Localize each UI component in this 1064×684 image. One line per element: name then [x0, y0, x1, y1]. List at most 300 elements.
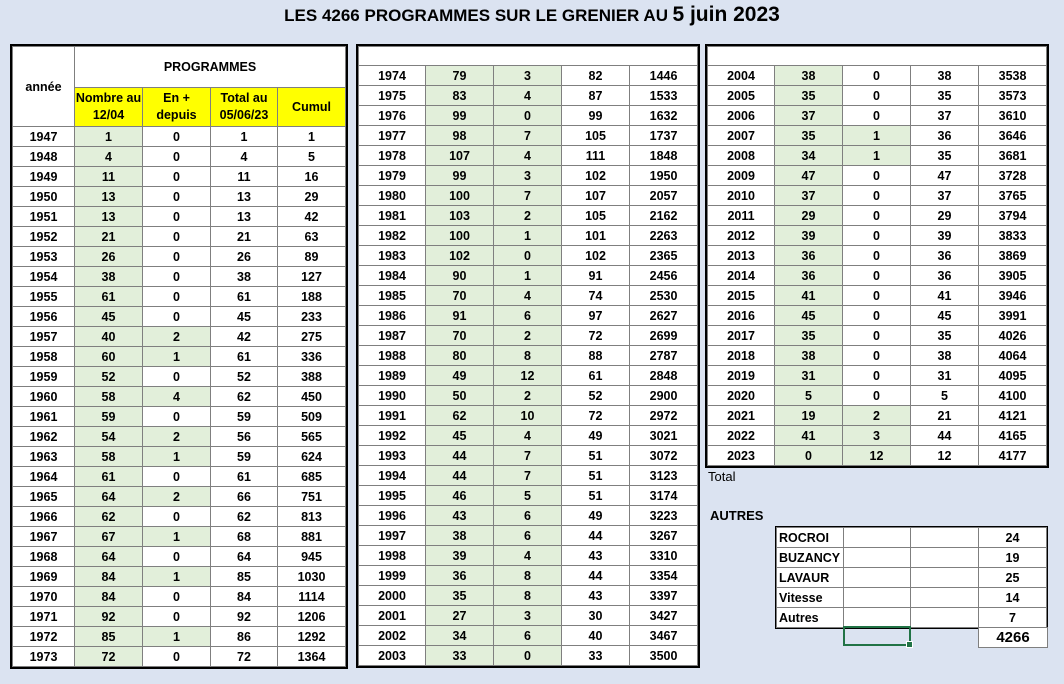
- cumul-cell: 3833: [979, 226, 1047, 246]
- table-row: [13, 407, 346, 427]
- cumul-cell: 3991: [979, 306, 1047, 326]
- table-row: [13, 247, 346, 267]
- year-cell: 1980: [359, 186, 426, 206]
- en-plus-cell: 6: [494, 306, 562, 326]
- year-cell: 1972: [13, 627, 75, 647]
- empty-cell: [911, 548, 979, 568]
- en-plus-cell: 12: [494, 366, 562, 386]
- year-cell: 2003: [359, 646, 426, 666]
- nombre-cell: 99: [426, 166, 494, 186]
- en-plus-cell: 0: [843, 326, 911, 346]
- cumul-cell: 89: [278, 247, 346, 267]
- en-plus-cell: 0: [843, 266, 911, 286]
- table-row: [708, 386, 1047, 406]
- table-row: [13, 327, 346, 347]
- year-cell: 1956: [13, 307, 75, 327]
- total-cell: 105: [562, 126, 630, 146]
- table-row: [359, 206, 698, 226]
- en-plus-cell: 0: [494, 246, 562, 266]
- year-cell: 1950: [13, 187, 75, 207]
- year-cell: 1967: [13, 527, 75, 547]
- table-row: [359, 66, 698, 86]
- autres-count-cell: 19: [979, 548, 1047, 568]
- cumul-cell: 2263: [630, 226, 698, 246]
- table-row: [708, 346, 1047, 366]
- total-cell: 66: [211, 487, 278, 507]
- total-cell: 35: [911, 326, 979, 346]
- nombre-cell: 103: [426, 206, 494, 226]
- total-cell: 62: [211, 387, 278, 407]
- total-cell: 102: [562, 166, 630, 186]
- total-label: Total: [708, 469, 736, 484]
- en-plus-cell: 2: [843, 406, 911, 426]
- empty-cell: [844, 548, 911, 568]
- nombre-cell: 70: [426, 326, 494, 346]
- year-cell: 1947: [13, 127, 75, 147]
- table-row: [13, 507, 346, 527]
- year-cell: 1997: [359, 526, 426, 546]
- table-row: [13, 267, 346, 287]
- nombre-cell: 84: [75, 567, 143, 587]
- table-row: [359, 446, 698, 466]
- en-plus-cell: 0: [843, 246, 911, 266]
- cumul-cell: 4026: [979, 326, 1047, 346]
- nombre-cell: 43: [426, 506, 494, 526]
- autres-name-cell: Autres: [777, 608, 844, 628]
- en-plus-cell: 1: [143, 527, 211, 547]
- cumul-cell: 2972: [630, 406, 698, 426]
- nombre-cell: 50: [426, 386, 494, 406]
- table-row: [13, 227, 346, 247]
- cumul-cell: 624: [278, 447, 346, 467]
- cumul-cell: 4177: [979, 446, 1047, 466]
- cumul-cell: 1632: [630, 106, 698, 126]
- year-cell: 1948: [13, 147, 75, 167]
- en-plus-cell: 4: [143, 387, 211, 407]
- table-row: [359, 306, 698, 326]
- nombre-cell: 84: [75, 587, 143, 607]
- autres-label: AUTRES: [710, 508, 764, 523]
- cumul-cell: 509: [278, 407, 346, 427]
- year-cell: 2013: [708, 246, 775, 266]
- total-cell: 107: [562, 186, 630, 206]
- cumul-cell: 1446: [630, 66, 698, 86]
- table-row: [13, 547, 346, 567]
- table-row: [359, 266, 698, 286]
- total-cell: 86: [211, 627, 278, 647]
- total-cell: 33: [562, 646, 630, 666]
- en-plus-cell: 3: [494, 166, 562, 186]
- nombre-cell: 27: [426, 606, 494, 626]
- total-cell: 44: [562, 566, 630, 586]
- table-row: [708, 186, 1047, 206]
- year-cell: 1958: [13, 347, 75, 367]
- total-cell: 37: [911, 186, 979, 206]
- total-cell: 12: [911, 446, 979, 466]
- nombre-cell: 72: [75, 647, 143, 667]
- en-plus-cell: 1: [843, 126, 911, 146]
- year-cell: 1951: [13, 207, 75, 227]
- year-cell: 1992: [359, 426, 426, 446]
- nombre-cell: 47: [775, 166, 843, 186]
- year-cell: 1949: [13, 167, 75, 187]
- cumul-cell: 1848: [630, 146, 698, 166]
- year-cell: 1969: [13, 567, 75, 587]
- table-row: [359, 546, 698, 566]
- cumul-cell: 63: [278, 227, 346, 247]
- programmes-table-1974-2003: [358, 46, 698, 666]
- year-cell: 1991: [359, 406, 426, 426]
- total-cell: 61: [211, 347, 278, 367]
- year-cell: 1978: [359, 146, 426, 166]
- table2-top-spacer: [359, 47, 698, 66]
- table-row: [13, 527, 346, 547]
- total-cell: 56: [211, 427, 278, 447]
- cumul-cell: 751: [278, 487, 346, 507]
- nombre-cell: 58: [75, 447, 143, 467]
- nombre-cell: 59: [75, 407, 143, 427]
- year-cell: 1973: [13, 647, 75, 667]
- cumul-cell: 233: [278, 307, 346, 327]
- total-cell: 49: [562, 506, 630, 526]
- cumul-cell: 3267: [630, 526, 698, 546]
- cumul-cell: 3610: [979, 106, 1047, 126]
- total-cell: 61: [211, 467, 278, 487]
- en-plus-cell: 2: [494, 386, 562, 406]
- cumul-cell: 16: [278, 167, 346, 187]
- autres-count-cell: 7: [979, 608, 1047, 628]
- en-plus-cell: 1: [143, 447, 211, 467]
- total-cell: 87: [562, 86, 630, 106]
- en-plus-cell: 7: [494, 126, 562, 146]
- cumul-cell: 29: [278, 187, 346, 207]
- nombre-cell: 26: [75, 247, 143, 267]
- total-cell: 4: [211, 147, 278, 167]
- en-plus-cell: 1: [494, 226, 562, 246]
- table-row: [708, 166, 1047, 186]
- table-row: [359, 566, 698, 586]
- nombre-cell: 38: [775, 66, 843, 86]
- nombre-cell: 34: [426, 626, 494, 646]
- nombre-cell: 102: [426, 246, 494, 266]
- table3-top-spacer: [708, 47, 1047, 66]
- table-row: [708, 446, 1047, 466]
- title-prefix: LES 4266 PROGRAMMES SUR LE GRENIER AU: [284, 6, 668, 25]
- cumul-cell: 3681: [979, 146, 1047, 166]
- en-plus-cell: 0: [143, 247, 211, 267]
- total-cell: 42: [211, 327, 278, 347]
- table-row: [13, 287, 346, 307]
- empty-cell: [844, 588, 911, 608]
- cumul-cell: 2699: [630, 326, 698, 346]
- nombre-cell: 45: [75, 307, 143, 327]
- nombre-cell: 107: [426, 146, 494, 166]
- en-plus-cell: 0: [143, 647, 211, 667]
- en-plus-cell: 5: [494, 486, 562, 506]
- empty-cell: [844, 568, 911, 588]
- en-plus-cell: 3: [843, 426, 911, 446]
- year-cell: 1971: [13, 607, 75, 627]
- table-row: [13, 607, 346, 627]
- year-cell: 1965: [13, 487, 75, 507]
- empty-cell: [911, 608, 979, 628]
- total-cell: 36: [911, 266, 979, 286]
- en-plus-cell: 2: [143, 427, 211, 447]
- autres-table: [776, 527, 1047, 628]
- en-plus-cell: 0: [494, 106, 562, 126]
- nombre-cell: 62: [426, 406, 494, 426]
- en-plus-cell: 0: [143, 267, 211, 287]
- empty-cell: [911, 568, 979, 588]
- cumul-cell: 881: [278, 527, 346, 547]
- header-total: Total au 05/06/23: [211, 88, 278, 127]
- total-cell: 44: [562, 526, 630, 546]
- table-row: [13, 207, 346, 227]
- total-cell: 88: [562, 346, 630, 366]
- total-cell: 38: [911, 66, 979, 86]
- nombre-cell: 44: [426, 446, 494, 466]
- table-row: [13, 367, 346, 387]
- year-cell: 2000: [359, 586, 426, 606]
- year-cell: 1955: [13, 287, 75, 307]
- total-cell: 64: [211, 547, 278, 567]
- total-cell: 21: [911, 406, 979, 426]
- header-programmes: PROGRAMMES: [75, 47, 346, 88]
- total-cell: 74: [562, 286, 630, 306]
- en-plus-cell: 0: [843, 66, 911, 86]
- nombre-cell: 39: [426, 546, 494, 566]
- year-cell: 2015: [708, 286, 775, 306]
- table-row: [708, 266, 1047, 286]
- year-cell: 1962: [13, 427, 75, 447]
- en-plus-cell: 0: [143, 507, 211, 527]
- en-plus-cell: 0: [843, 86, 911, 106]
- autres-count-cell: 25: [979, 568, 1047, 588]
- total-cell: 38: [911, 346, 979, 366]
- selected-cell[interactable]: [843, 626, 911, 646]
- en-plus-cell: 4: [494, 286, 562, 306]
- year-cell: 2016: [708, 306, 775, 326]
- total-cell: 52: [562, 386, 630, 406]
- year-cell: 1963: [13, 447, 75, 467]
- nombre-cell: 62: [75, 507, 143, 527]
- page-title: [0, 3, 1064, 27]
- en-plus-cell: 0: [843, 166, 911, 186]
- cumul-cell: 2848: [630, 366, 698, 386]
- en-plus-cell: 4: [494, 86, 562, 106]
- autres-name-cell: LAVAUR: [777, 568, 844, 588]
- en-plus-cell: 0: [143, 587, 211, 607]
- nombre-cell: 11: [75, 167, 143, 187]
- total-cell: 35: [911, 86, 979, 106]
- year-cell: 1952: [13, 227, 75, 247]
- cumul-cell: 3869: [979, 246, 1047, 266]
- table-row: [13, 627, 346, 647]
- table-row: [708, 126, 1047, 146]
- table-row: [359, 506, 698, 526]
- table-row: [359, 346, 698, 366]
- en-plus-cell: 2: [143, 327, 211, 347]
- en-plus-cell: 0: [843, 386, 911, 406]
- cumul-cell: 3794: [979, 206, 1047, 226]
- table-row: [13, 347, 346, 367]
- table-row: [359, 606, 698, 626]
- year-cell: 1988: [359, 346, 426, 366]
- en-plus-cell: 12: [843, 446, 911, 466]
- nombre-cell: 83: [426, 86, 494, 106]
- table-row: [708, 366, 1047, 386]
- cumul-cell: 1114: [278, 587, 346, 607]
- autres-row: [777, 608, 1047, 628]
- cumul-cell: 188: [278, 287, 346, 307]
- cumul-cell: 1950: [630, 166, 698, 186]
- nombre-cell: 100: [426, 186, 494, 206]
- en-plus-cell: 6: [494, 526, 562, 546]
- year-cell: 1989: [359, 366, 426, 386]
- nombre-cell: 41: [775, 286, 843, 306]
- year-cell: 2018: [708, 346, 775, 366]
- total-cell: 13: [211, 187, 278, 207]
- total-cell: 51: [562, 466, 630, 486]
- total-cell: 13: [211, 207, 278, 227]
- year-cell: 1981: [359, 206, 426, 226]
- table-row: [13, 387, 346, 407]
- table-row: [708, 66, 1047, 86]
- year-cell: 2004: [708, 66, 775, 86]
- programmes-table-1947-1973: [12, 46, 346, 667]
- cumul-cell: 3223: [630, 506, 698, 526]
- cumul-cell: 336: [278, 347, 346, 367]
- en-plus-cell: 0: [143, 147, 211, 167]
- empty-cell: [911, 528, 979, 548]
- nombre-cell: 40: [75, 327, 143, 347]
- nombre-cell: 70: [426, 286, 494, 306]
- total-cell: 43: [562, 586, 630, 606]
- en-plus-cell: 0: [843, 106, 911, 126]
- nombre-cell: 29: [775, 206, 843, 226]
- en-plus-cell: 3: [494, 606, 562, 626]
- year-cell: 1985: [359, 286, 426, 306]
- cumul-cell: 2627: [630, 306, 698, 326]
- table-row: [13, 187, 346, 207]
- table-row: [13, 447, 346, 467]
- table-row: [13, 467, 346, 487]
- cumul-cell: 3310: [630, 546, 698, 566]
- table-row: [359, 126, 698, 146]
- empty-cell: [911, 588, 979, 608]
- table-row: [359, 586, 698, 606]
- total-cell: 72: [211, 647, 278, 667]
- year-cell: 1983: [359, 246, 426, 266]
- total-cell: 51: [562, 486, 630, 506]
- nombre-cell: 58: [75, 387, 143, 407]
- cumul-cell: 4121: [979, 406, 1047, 426]
- table-row: [708, 86, 1047, 106]
- en-plus-cell: 0: [843, 286, 911, 306]
- nombre-cell: 35: [775, 86, 843, 106]
- total-cell: 11: [211, 167, 278, 187]
- table-row: [359, 166, 698, 186]
- cumul-cell: 3765: [979, 186, 1047, 206]
- grand-total: 4266: [978, 627, 1048, 648]
- table-row: [13, 587, 346, 607]
- table-row: [13, 427, 346, 447]
- total-cell: 72: [562, 406, 630, 426]
- cumul-cell: 2162: [630, 206, 698, 226]
- autres-row: [777, 568, 1047, 588]
- year-cell: 1994: [359, 466, 426, 486]
- table-row: [708, 326, 1047, 346]
- nombre-cell: 38: [775, 346, 843, 366]
- year-cell: 2002: [359, 626, 426, 646]
- total-cell: 59: [211, 407, 278, 427]
- total-cell: 101: [562, 226, 630, 246]
- table-row: [13, 487, 346, 507]
- header-nombre: Nombre au 12/04: [75, 88, 143, 127]
- total-cell: 52: [211, 367, 278, 387]
- year-cell: 1974: [359, 66, 426, 86]
- year-cell: 1987: [359, 326, 426, 346]
- nombre-cell: 4: [75, 147, 143, 167]
- nombre-cell: 13: [75, 187, 143, 207]
- total-cell: 43: [562, 546, 630, 566]
- table-row: [13, 307, 346, 327]
- en-plus-cell: 3: [494, 66, 562, 86]
- total-cell: 35: [911, 146, 979, 166]
- year-cell: 1954: [13, 267, 75, 287]
- year-cell: 1968: [13, 547, 75, 567]
- autres-name-cell: ROCROI: [777, 528, 844, 548]
- table-row: [359, 486, 698, 506]
- programmes-table-2004-2023: [707, 46, 1047, 466]
- total-cell: 84: [211, 587, 278, 607]
- en-plus-cell: 2: [143, 487, 211, 507]
- cumul-cell: 388: [278, 367, 346, 387]
- en-plus-cell: 0: [143, 307, 211, 327]
- en-plus-cell: 8: [494, 586, 562, 606]
- table-row: [359, 226, 698, 246]
- nombre-cell: 37: [775, 186, 843, 206]
- cumul-cell: 1206: [278, 607, 346, 627]
- nombre-cell: 90: [426, 266, 494, 286]
- total-cell: 82: [562, 66, 630, 86]
- en-plus-cell: 4: [494, 146, 562, 166]
- cumul-cell: 945: [278, 547, 346, 567]
- year-cell: 1977: [359, 126, 426, 146]
- nombre-cell: 38: [75, 267, 143, 287]
- year-cell: 2010: [708, 186, 775, 206]
- nombre-cell: 39: [775, 226, 843, 246]
- cumul-cell: 3427: [630, 606, 698, 626]
- en-plus-cell: 7: [494, 186, 562, 206]
- nombre-cell: 36: [426, 566, 494, 586]
- table-row: [359, 106, 698, 126]
- total-cell: 105: [562, 206, 630, 226]
- total-cell: 45: [911, 306, 979, 326]
- table-row: [708, 286, 1047, 306]
- total-cell: 40: [562, 626, 630, 646]
- table-row: [359, 386, 698, 406]
- nombre-cell: 80: [426, 346, 494, 366]
- cumul-cell: 3728: [979, 166, 1047, 186]
- year-cell: 2019: [708, 366, 775, 386]
- year-cell: 1998: [359, 546, 426, 566]
- cumul-cell: 3123: [630, 466, 698, 486]
- nombre-cell: 67: [75, 527, 143, 547]
- total-cell: 49: [562, 426, 630, 446]
- table-row: [359, 426, 698, 446]
- table-row: [708, 246, 1047, 266]
